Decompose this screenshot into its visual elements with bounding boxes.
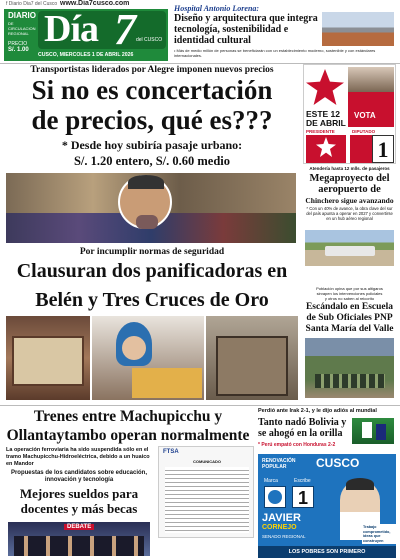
ad-label-right: DIPUTADO [352,129,376,134]
bolivia-photo [352,418,394,444]
trenes-document [158,446,254,538]
aeropuerto-story[interactable] [303,166,396,284]
sueldos-photo [8,522,150,556]
cusco-ad-side: Trabajo comprometido, ideas que construyen [362,524,396,544]
diario-label: DIARIO [8,11,36,20]
doc-logo: FTSA [163,449,179,455]
aero-body: * Con un 40% de avance, la obra clave del sur del país apunta a operar en 2027 y convertirse en un hub aéreo regional [306,206,393,221]
trenes-headline-1[interactable]: Trenes entre Machupicchu y [33,408,223,425]
escuela-kicker: Población opina que por sus altigaros sirvapen los intervenciones policiales y otros no saben al reicorito [316,286,383,301]
cusco-ad-marca: Marca [264,478,278,484]
escuela-headline: Escándalo en Escuela de Sub Oficiales PNP Santa María del Valle [305,302,394,334]
logo-seven: 7 [114,5,136,54]
lead-headline-1[interactable]: Si no es concertación [31,75,273,105]
doc-body-lines [165,467,249,533]
ad-vota: VOTA [354,111,376,120]
candidate-photo [348,67,394,109]
bolivia-headline: Tanto nadó Bolivia y se ahogó en la orilla [258,417,347,439]
ad-label-left: PRESIDENTE [306,129,335,134]
logo-box [38,5,166,54]
hospital-sub: • Más de medio millón de personas se beneficiarán con un establecimiento moderno, sostenible y con estándares internacionales. [174,48,376,58]
hospital-promo[interactable] [172,4,396,62]
cusco-ad-name-1: JAVIER [262,512,301,524]
lead-portrait [118,175,172,229]
doc-title: COMUNICADO [193,459,221,464]
hospital-title: Hospital Antonio Lorena: [174,4,260,13]
cusco-ad-name-2: CORNEJO [262,524,297,531]
bolivia-sub: * Perú empató con Honduras 2-2 [258,442,336,448]
bolivia-kicker: Perdió ante Irak 2-1, y le dijo adiós al mundial [258,408,377,414]
edition-date: CUSCO, MIERCOLES 1 DE ABRIL 2026 [38,52,134,58]
logo-sub: del CUSCO [136,37,163,43]
cusco-ad-number: 1 [292,486,314,508]
hospital-headline: Diseño y arquitectura que integra tecnología, sostenibilidad e identidad cultural [174,13,318,46]
aero-headline: Megaproyecto del aeropuerto de [309,173,390,195]
escuela-photo [305,338,394,398]
aero-subhead: Chinchero sigue avanzando [305,196,394,205]
escuela-story[interactable] [303,286,396,404]
sueldos-story[interactable] [4,470,154,558]
trenes-sub: La operación ferroviaria ha sido suspendida sólo en el tramo Machupicchu-Hidroeléctrica, debido a un huaico en Mandor [6,447,150,467]
tv-debate-label: DEBATE [64,524,94,530]
sueldos-kicker: Propuestas de los candidatos sobre educación, innovación y tecnología [10,470,148,483]
hospital-photo [322,12,394,46]
lead-headline-2[interactable]: de precios, qué es??? [31,105,273,135]
pan-kicker: Por incumplir normas de seguridad [79,247,225,257]
pan-headline-2[interactable]: Belén y Tres Cruces de Oro [35,289,269,311]
ad-este: ESTE 12 [306,109,341,119]
star-logo [306,69,344,105]
website-url[interactable]: www.Dia7cusco.com [60,0,130,7]
divider-2 [0,405,400,406]
price-label: PRECIO [8,41,28,47]
price: S/. 1.00 [8,47,29,53]
trenes-headline-2[interactable]: Ollantaytambo operan normalmente [6,427,250,444]
lead-kicker: Transportistas liderados por Alegre imponen nuevos precios [30,65,274,75]
cusco-ad[interactable] [258,454,396,558]
ad-de-abril: DE ABRIL [306,118,346,128]
cusco-ad-slogan: LOS POBRES SON PRIMERO [258,546,396,558]
cusco-ad-cusco: CUSCO [316,456,360,470]
sueldos-headline: Mejores sueldos para docentes y más becas [19,486,139,516]
cusco-ad-party: RENOVACIÓN POPULAR [262,458,296,470]
social-handle: f Diario Dia7 del Cusco [6,1,58,7]
lead-deck-2: S/. 1.20 entero, S/. 0.60 medio [73,154,231,168]
pan-photo-left [6,316,90,400]
pan-photo-right [206,316,298,400]
election-ad[interactable] [303,64,396,164]
ad-box-left [306,135,346,163]
ad-number: 1 [372,135,394,163]
pan-photo-center [92,316,204,400]
cusco-ad-mark-box [264,486,286,508]
bolivia-story[interactable] [256,408,396,452]
cusco-ad-escribe: Escribe [294,478,311,484]
aero-kicker: Atendería hasta 12 mlls. de pasajeros [309,166,390,171]
lead-photo [6,173,296,243]
logo-dia: Día [44,8,98,50]
circulacion-label: DE CIRCULACION REGIONAL [8,21,36,36]
masthead [4,5,168,61]
aero-photo [305,230,394,266]
cusco-ad-role: SENADO REGIONAL [262,534,306,539]
lead-deck-1: * Desde hoy subiría pasaje urbano: [61,138,243,152]
pan-headline-1[interactable]: Clausuran dos panificadoras en [16,260,288,282]
